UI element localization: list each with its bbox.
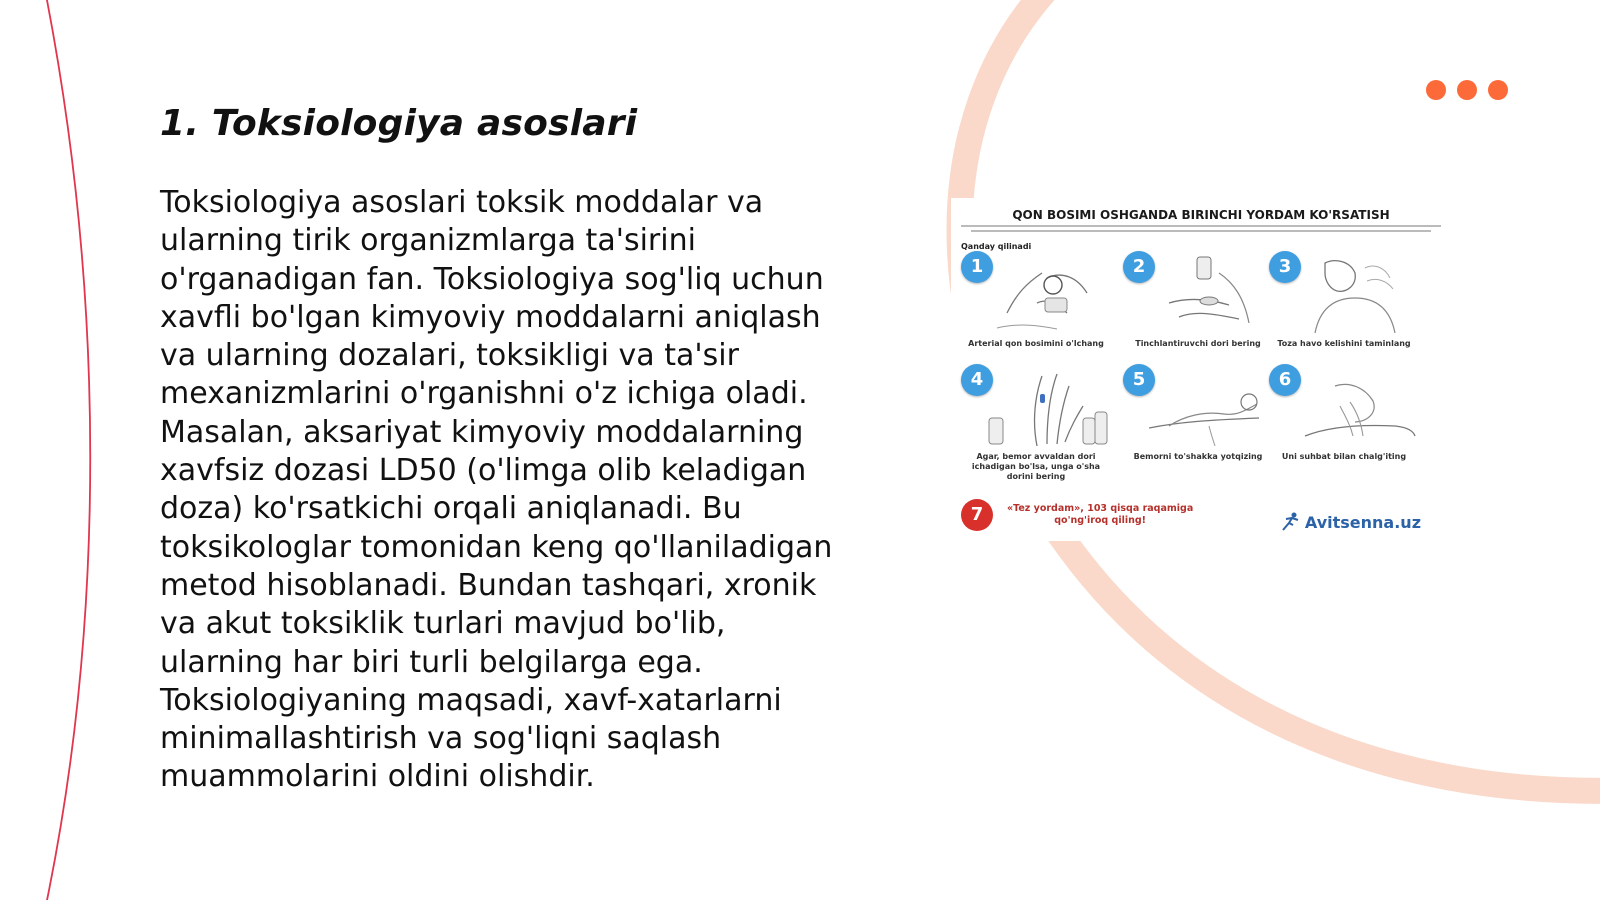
step-number-badge: 7 — [961, 499, 993, 531]
step-number-badge: 5 — [1123, 364, 1155, 396]
emergency-call-step — [961, 499, 1193, 531]
step-number-badge: 1 — [961, 251, 993, 283]
step-caption: Bemorni to'shakka yotqizing — [1133, 452, 1263, 461]
slide-body-text: Toksiologiya asoslari toksik moddalar va ularning tirik organizmlarga ta'sirini o'rganadigan fan. Toksiologiya sog'liq uchun xavfli bo'lgan kimyoviy moddalarni aniqlash va ularning dozalari, toksikligi va ta'sir mexanizmlarini o'rganishni o'z ichiga oladi. Masalan, aksariyat kimyoviy moddalarning xavfsiz dozasi LD50 (o'limga olib keladigan doza) ko'rsatkichi orqali aniqlanadi. Bu toksikologlar tomonidan keng qo'llaniladigan metod hisoblanadi. Bundan tashqari, xronik va akut toksiklik turlari mavjud bo'lib, ularning har biri turli belgilarga ega. Toksiologiyaning maqsadi, xavf-xatarlarni minimallashtirish va sog'liqni saqlash muammolarini oldini olishdir. — [160, 185, 833, 795]
step-caption: Toza havo kelishini taminlang — [1277, 339, 1411, 348]
conversation-illustration — [1295, 366, 1417, 448]
how-to-label: Qanday qilinadi — [961, 242, 1032, 251]
step-5 — [1123, 364, 1278, 474]
medicine-spoon-illustration — [1149, 253, 1271, 335]
decorative-side-line — [46, 0, 90, 900]
step-number-badge: 4 — [961, 364, 993, 396]
step-number-badge: 2 — [1123, 251, 1155, 283]
fine-print-lines — [957, 224, 1445, 236]
emergency-call-text — [1007, 503, 1193, 527]
step-number-badge: 6 — [1269, 364, 1301, 396]
step-3 — [1269, 251, 1424, 361]
orange-dot — [1488, 80, 1508, 100]
orange-dot — [1457, 80, 1477, 100]
fresh-air-illustration — [1295, 253, 1417, 335]
lying-down-illustration — [1149, 366, 1271, 448]
brand-logo — [1279, 512, 1421, 532]
runner-icon — [1279, 512, 1301, 532]
step-caption: Arterial qon bosimini o'lchang — [968, 339, 1104, 348]
emergency-call-line-2: qo'ng'iroq qiling! — [1054, 515, 1146, 526]
infographic-title: QON BOSIMI OSHGANDA BIRINCHI YORDAM KO'RSATISH — [1012, 208, 1390, 222]
step-1 — [961, 251, 1116, 361]
decorative-dots — [1426, 80, 1508, 100]
first-aid-infographic — [951, 198, 1451, 541]
step-6 — [1269, 364, 1424, 474]
slide-title: 1. Toksiologiya asoslari — [160, 103, 638, 144]
orange-dot — [1426, 80, 1446, 100]
emergency-call-line-1: «Tez yordam», 103 qisqa raqamiga — [1007, 503, 1194, 514]
brand-name: Avitsenna.uz — [1304, 512, 1421, 532]
taking-medicine-illustration — [987, 366, 1109, 448]
step-number-badge: 3 — [1269, 251, 1301, 283]
step-4 — [961, 364, 1116, 481]
step-caption: Uni suhbat bilan chalg'iting — [1281, 452, 1407, 461]
step-caption: Agar, bemor avvaldan dori ichadigan bo'lsa, unga o'sha dorini bering — [971, 452, 1101, 481]
step-caption: Tinchlantiruvchi dori bering — [1135, 339, 1261, 348]
step-2 — [1123, 251, 1278, 361]
infographic-fine-print — [957, 224, 1445, 239]
blood-pressure-measure-illustration — [987, 253, 1109, 335]
